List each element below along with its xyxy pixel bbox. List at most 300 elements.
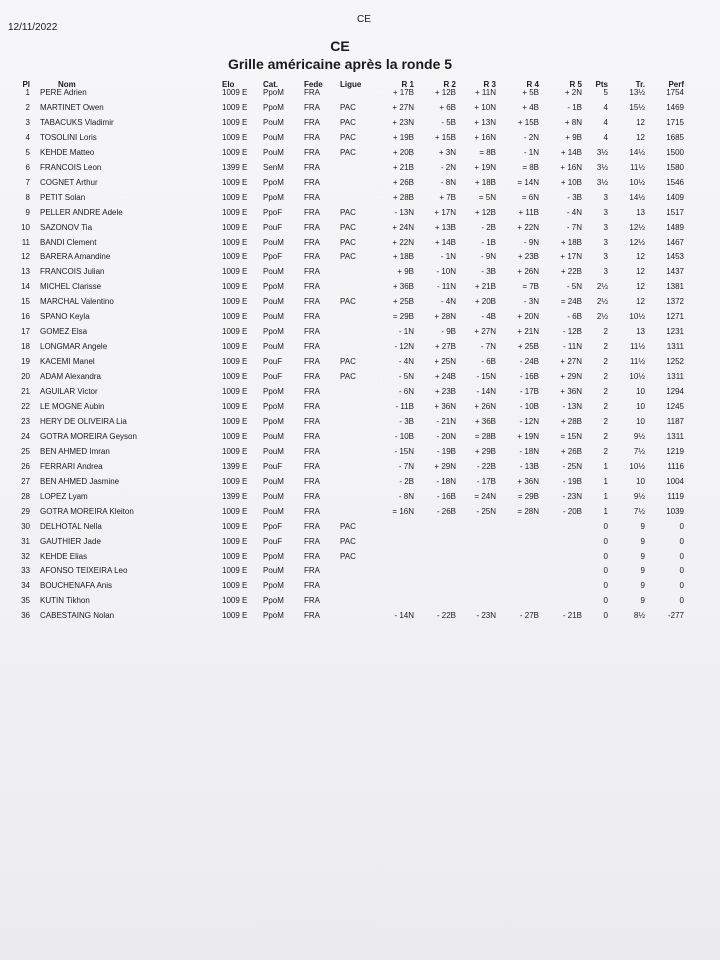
cell-r5: + 18B: [560, 237, 582, 247]
cell-tr: 12½: [629, 237, 645, 247]
cell-r2: - 21N: [436, 416, 456, 426]
cell-r1: - 3B: [399, 416, 414, 426]
table-row: [0, 178, 720, 192]
cell-pl: 34: [21, 581, 30, 591]
cell-r2: - 10N: [436, 267, 456, 277]
cell-r2: - 11N: [437, 282, 456, 292]
cell-r4: - 27B: [519, 611, 539, 621]
cell-tr: 12: [636, 132, 645, 142]
cell-elo: 1009 E: [222, 267, 248, 277]
cell-r2: - 22B: [436, 611, 456, 621]
cell-perf: 1311: [666, 431, 684, 441]
cell-fede: FRA: [304, 431, 320, 441]
cell-nom: SAZONOV Tia: [40, 222, 93, 232]
cell-r2: - 9B: [441, 327, 456, 337]
cell-nom: BANDI Clement: [40, 237, 97, 247]
cell-cat: PouM: [263, 342, 284, 352]
cell-cat: PpoF: [263, 521, 283, 531]
cell-pts: 0: [603, 596, 608, 606]
cell-r3: = 5N: [478, 192, 496, 202]
cell-pl: 12: [21, 252, 30, 262]
cell-r4: - 10B: [519, 401, 539, 411]
cell-r5: + 17N: [560, 252, 582, 262]
cell-tr: 9: [640, 536, 645, 546]
cell-nom: ADAM Alexandra: [40, 372, 101, 382]
cell-r4: - 24B: [519, 357, 539, 367]
cell-r1: - 6N: [398, 387, 414, 396]
cell-r1: - 15N: [394, 446, 414, 456]
cell-pts: 2½: [596, 297, 608, 307]
cell-pts: 0: [603, 551, 608, 561]
cell-pts: 3: [603, 237, 608, 247]
cell-r5: - 5N: [566, 282, 582, 292]
cell-pts: 2: [603, 357, 608, 367]
table-row: [0, 267, 720, 281]
cell-fede: FRA: [304, 132, 320, 142]
cell-cat: PpoM: [263, 103, 284, 112]
cell-tr: 9: [640, 521, 645, 531]
cell-perf: 1004: [666, 476, 684, 486]
cell-r3: + 20B: [474, 297, 496, 307]
cell-cat: PouM: [263, 312, 284, 322]
cell-r2: - 18N: [436, 476, 456, 486]
print-date: 12/11/2022: [8, 22, 58, 33]
cell-pl: 15: [21, 297, 30, 307]
cell-ligue: PAC: [340, 372, 356, 382]
header-org: CE: [357, 14, 371, 25]
cell-pl: 30: [21, 521, 30, 531]
cell-r2: - 8N: [440, 177, 456, 187]
cell-pts: 2: [603, 372, 608, 382]
cell-r2: + 6B: [439, 103, 456, 112]
cell-pts: 3½: [596, 162, 608, 172]
cell-nom: KEHDE Elias: [40, 551, 88, 561]
table-row: [0, 477, 720, 491]
cell-perf: 1469: [666, 103, 684, 112]
cell-nom: PERE Adrien: [40, 88, 87, 97]
cell-r3: - 14N: [476, 387, 496, 396]
cell-ligue: PAC: [340, 237, 356, 247]
cell-nom: MICHEL Clarisse: [40, 282, 102, 292]
cell-pts: 0: [603, 566, 608, 576]
cell-r5: - 11N: [563, 342, 582, 352]
cell-r2: - 2N: [440, 162, 456, 172]
cell-r5: + 29N: [560, 372, 582, 382]
cell-fede: FRA: [304, 506, 320, 516]
col-perf: Perf: [668, 80, 684, 89]
cell-pts: 2½: [596, 312, 608, 322]
cell-cat: PpoM: [263, 327, 284, 337]
cell-pl: 24: [21, 431, 30, 441]
table-row: [0, 238, 720, 252]
cell-perf: 1489: [666, 222, 684, 232]
cell-pts: 2: [603, 387, 608, 396]
cell-r1: - 4N: [398, 357, 414, 367]
cell-r5: - 4N: [566, 207, 582, 217]
table-row: [0, 566, 720, 580]
cell-r1: + 24N: [392, 222, 414, 232]
cell-r4: - 16B: [519, 372, 539, 382]
cell-pl: 27: [21, 476, 30, 486]
cell-nom: FRANCOIS Julian: [40, 267, 105, 277]
cell-tr: 10: [636, 476, 645, 486]
cell-r4: + 22N: [517, 222, 539, 232]
cell-r4: = 7B: [522, 282, 539, 292]
cell-nom: GAUTHIER Jade: [40, 536, 101, 546]
cell-tr: 10½: [629, 177, 645, 187]
cell-elo: 1009 E: [222, 177, 248, 187]
cell-perf: 1116: [667, 461, 684, 471]
cell-fede: FRA: [304, 297, 320, 307]
cell-r3: - 23N: [476, 611, 496, 621]
cell-perf: 0: [679, 536, 684, 546]
cell-elo: 1009 E: [222, 342, 248, 352]
cell-r5: + 14B: [560, 147, 582, 157]
col-fede: Fede: [304, 80, 323, 89]
cell-pl: 9: [25, 207, 30, 217]
cell-nom: BARERA Amandine: [40, 252, 111, 262]
table-row: [0, 193, 720, 207]
cell-pts: 3: [603, 207, 608, 217]
cell-r1: + 21B: [392, 162, 414, 172]
page-subtitle: Grille américaine après la ronde 5: [227, 56, 453, 72]
cell-r5: + 36N: [560, 387, 582, 396]
cell-pts: 4: [603, 103, 608, 112]
cell-nom: MARTINET Owen: [40, 103, 104, 112]
cell-r4: + 20N: [517, 312, 539, 322]
col-cat: Cat.: [263, 80, 279, 89]
cell-r4: - 1N: [523, 147, 539, 157]
cell-r1: + 36B: [392, 282, 414, 292]
cell-r3: - 3B: [481, 267, 496, 277]
cell-r2: - 20N: [436, 431, 456, 441]
cell-pl: 26: [21, 461, 30, 471]
cell-pl: 18: [21, 342, 30, 352]
cell-r5: + 16N: [560, 162, 582, 172]
cell-ligue: PAC: [340, 132, 356, 142]
cell-r4: + 15B: [517, 117, 539, 127]
table-row: [0, 133, 720, 147]
cell-pl: 5: [25, 147, 30, 157]
cell-tr: 11½: [630, 342, 645, 352]
cell-r1: - 1N: [398, 327, 414, 337]
cell-r2: + 24B: [434, 372, 456, 382]
cell-nom: PETIT Solan: [40, 192, 86, 202]
cell-cat: PouM: [263, 147, 284, 157]
cell-elo: 1009 E: [222, 566, 248, 576]
cell-r3: - 7N: [480, 342, 496, 352]
cell-cat: PpoM: [263, 401, 284, 411]
cell-perf: 1754: [666, 88, 684, 97]
cell-fede: FRA: [304, 252, 320, 262]
cell-pl: 29: [21, 506, 30, 516]
cell-elo: 1009 E: [222, 431, 248, 441]
cell-r2: + 13B: [434, 222, 456, 232]
col-r4: R 4: [526, 80, 539, 89]
cell-perf: 1271: [666, 312, 684, 322]
cell-r1: + 22N: [392, 237, 414, 247]
cell-tr: 10: [636, 401, 645, 411]
cell-perf: 1187: [666, 416, 684, 426]
cell-nom: LOPEZ Lyam: [40, 491, 88, 501]
cell-r1: + 18B: [392, 252, 414, 262]
cell-r1: - 2B: [399, 476, 414, 486]
cell-fede: FRA: [304, 566, 320, 576]
cell-tr: 9: [640, 566, 645, 576]
cell-tr: 12: [636, 297, 645, 307]
cell-perf: 1517: [666, 207, 684, 217]
cell-nom: BOUCHENAFA Anis: [40, 581, 113, 591]
cell-nom: GOTRA MOREIRA Kleiton: [40, 506, 134, 516]
table-row: [0, 372, 720, 386]
cell-pts: 3½: [596, 147, 608, 157]
cell-cat: PouM: [263, 237, 284, 247]
col-ligue: Ligue: [340, 80, 362, 89]
cell-r1: + 23N: [392, 117, 414, 127]
cell-pl: 32: [21, 551, 30, 561]
cell-r5: + 27N: [560, 357, 582, 367]
cell-tr: 8½: [633, 611, 645, 621]
cell-r1: + 9B: [397, 267, 414, 277]
cell-pl: 17: [21, 327, 30, 337]
cell-r3: = 24N: [474, 491, 496, 501]
cell-r4: + 4B: [522, 103, 539, 112]
cell-fede: FRA: [304, 237, 320, 247]
cell-r3: - 25N: [476, 506, 496, 516]
cell-cat: PouF: [263, 372, 283, 382]
cell-perf: 0: [679, 521, 684, 531]
cell-cat: PouM: [263, 446, 284, 456]
cell-fede: FRA: [304, 491, 320, 501]
cell-r3: - 22B: [476, 461, 496, 471]
cell-elo: 1009 E: [222, 506, 248, 516]
cell-pl: 14: [21, 282, 30, 292]
table-row: [0, 252, 720, 266]
cell-ligue: PAC: [340, 536, 356, 546]
cell-perf: 1311: [666, 372, 684, 382]
cell-fede: FRA: [304, 461, 320, 471]
cell-r1: = 16N: [392, 506, 414, 516]
cell-r3: - 17B: [476, 476, 496, 486]
cell-nom: AFONSO TEIXEIRA Leo: [40, 566, 128, 576]
cell-r5: - 3B: [567, 192, 582, 202]
cell-cat: PouM: [263, 506, 284, 516]
cell-perf: 1119: [667, 491, 684, 501]
cell-fede: FRA: [304, 551, 320, 561]
cell-perf: 1381: [666, 282, 684, 292]
cell-nom: LONGMAR Angele: [40, 342, 108, 352]
cell-pl: 10: [21, 222, 30, 232]
cell-elo: 1009 E: [222, 536, 248, 546]
cell-fede: FRA: [304, 207, 320, 217]
cell-pts: 3: [603, 252, 608, 262]
cell-r1: + 27N: [392, 103, 414, 112]
cell-r1: - 7N: [398, 461, 414, 471]
cell-r3: - 1B: [481, 237, 496, 247]
cell-pl: 35: [21, 596, 30, 606]
cell-cat: PpoM: [263, 282, 284, 292]
cell-r1: - 14N: [394, 611, 414, 621]
cell-tr: 13: [636, 327, 645, 337]
cell-r5: = 15N: [560, 431, 582, 441]
table-row: [0, 357, 720, 371]
cell-r1: - 11B: [395, 401, 414, 411]
col-r5: R 5: [569, 80, 582, 89]
cell-nom: LE MOGNE Aubin: [40, 401, 105, 411]
cell-r5: - 21B: [562, 611, 582, 621]
cell-fede: FRA: [304, 117, 320, 127]
cell-nom: GOMEZ Elsa: [40, 327, 88, 337]
cell-cat: PpoM: [263, 596, 284, 606]
cell-r2: + 14B: [434, 237, 456, 247]
cell-r3: + 19N: [474, 162, 496, 172]
cell-r4: = 28N: [517, 506, 539, 516]
cell-pts: 3½: [596, 177, 608, 187]
cell-nom: FERRARI Andrea: [40, 461, 103, 471]
cell-ligue: PAC: [340, 357, 356, 367]
cell-perf: 1453: [666, 252, 684, 262]
table-row: [0, 492, 720, 506]
cell-r1: + 19B: [392, 132, 414, 142]
cell-pts: 3: [603, 267, 608, 277]
cell-r5: - 19B: [562, 476, 582, 486]
cell-elo: 1009 E: [222, 611, 248, 621]
cell-ligue: PAC: [340, 222, 356, 232]
cell-elo: 1009 E: [222, 252, 248, 262]
cell-r3: + 16N: [474, 132, 496, 142]
cell-r5: - 25N: [562, 461, 582, 471]
table-row: [0, 163, 720, 177]
cell-ligue: PAC: [340, 117, 356, 127]
table-row: [0, 297, 720, 311]
cell-pl: 11: [21, 237, 30, 247]
cell-r4: + 26N: [517, 267, 539, 277]
cell-pts: 2: [603, 446, 608, 456]
cell-r3: + 26N: [474, 401, 496, 411]
cell-cat: PpoF: [263, 207, 283, 217]
cell-r5: + 8N: [564, 117, 582, 127]
cell-fede: FRA: [304, 162, 320, 172]
table-row: [0, 432, 720, 446]
cell-pl: 28: [21, 491, 30, 501]
cell-r2: + 3N: [438, 147, 456, 157]
cell-r3: + 13N: [474, 117, 496, 127]
cell-pl: 25: [21, 446, 30, 456]
cell-r4: - 13B: [519, 461, 539, 471]
cell-cat: PouM: [263, 491, 284, 501]
cell-tr: 11½: [630, 357, 645, 367]
cell-r5: + 22B: [560, 267, 582, 277]
cell-pl: 4: [25, 132, 30, 142]
cell-r1: - 10B: [394, 431, 414, 441]
cell-r2: + 17N: [434, 207, 456, 217]
cell-pl: 3: [25, 117, 30, 127]
cell-elo: 1009 E: [222, 88, 248, 97]
cell-elo: 1009 E: [222, 521, 248, 531]
cell-nom: AGUILAR Victor: [40, 387, 98, 396]
cell-pts: 1: [603, 461, 608, 471]
cell-perf: 1231: [666, 327, 684, 337]
cell-pts: 4: [603, 117, 608, 127]
cell-pl: 19: [21, 357, 30, 367]
cell-r2: - 4N: [440, 297, 456, 307]
cell-tr: 13½: [629, 88, 645, 97]
cell-pl: 22: [21, 401, 30, 411]
cell-r2: + 29N: [434, 461, 456, 471]
cell-perf: 1219: [666, 446, 684, 456]
cell-nom: BEN AHMED Imran: [40, 446, 110, 456]
cell-pl: 31: [21, 536, 30, 546]
table-row: [0, 282, 720, 296]
cell-tr: 9½: [633, 491, 645, 501]
cell-pts: 1: [603, 491, 608, 501]
table-row: [0, 611, 720, 625]
table-row: [0, 402, 720, 416]
cell-r3: - 9N: [480, 252, 496, 262]
cell-perf: 1409: [666, 192, 684, 202]
cell-fede: FRA: [304, 222, 320, 232]
cell-elo: 1009 E: [222, 372, 248, 382]
cell-r2: + 23B: [434, 387, 456, 396]
cell-pts: 2: [603, 342, 608, 352]
cell-r3: + 11N: [475, 88, 496, 97]
cell-tr: 12½: [629, 222, 645, 232]
table-row: [0, 462, 720, 476]
cell-r3: + 27N: [474, 327, 496, 337]
cell-cat: PouF: [263, 357, 283, 367]
cell-nom: KACEMI Manel: [40, 357, 95, 367]
cell-cat: PouM: [263, 476, 284, 486]
cell-elo: 1009 E: [222, 132, 248, 142]
table-row: [0, 208, 720, 222]
cell-elo: 1009 E: [222, 596, 248, 606]
cell-r5: - 20B: [562, 506, 582, 516]
cell-cat: SenM: [263, 162, 284, 172]
col-tr: Tr.: [635, 80, 645, 89]
cell-fede: FRA: [304, 372, 320, 382]
cell-nom: TABACUKS Vladimir: [40, 117, 114, 127]
cell-elo: 1009 E: [222, 446, 248, 456]
cell-tr: 14½: [629, 147, 645, 157]
cell-r4: - 12N: [519, 416, 539, 426]
cell-fede: FRA: [304, 282, 320, 292]
cell-elo: 1009 E: [222, 551, 248, 561]
cell-fede: FRA: [304, 401, 320, 411]
cell-perf: 0: [679, 596, 684, 606]
cell-fede: FRA: [304, 476, 320, 486]
col-r1: R 1: [401, 80, 414, 89]
cell-r4: + 5B: [522, 88, 539, 97]
cell-r3: - 4B: [481, 312, 496, 322]
cell-nom: PELLER ANDRE Adele: [40, 207, 123, 217]
cell-tr: 12: [636, 117, 645, 127]
cell-elo: 1009 E: [222, 312, 248, 322]
col-r2: R 2: [443, 80, 456, 89]
cell-elo: 1009 E: [222, 416, 248, 426]
cell-r5: + 9B: [565, 132, 582, 142]
cell-r1: - 12N: [394, 342, 414, 352]
cell-nom: GOTRA MOREIRA Geyson: [40, 431, 137, 441]
cell-perf: 0: [679, 551, 684, 561]
cell-perf: 0: [679, 581, 684, 591]
cell-tr: 9½: [633, 431, 645, 441]
cell-tr: 9: [640, 581, 645, 591]
cell-cat: PouM: [263, 566, 284, 576]
cell-r5: - 7N: [566, 222, 582, 232]
cell-r3: = 8B: [479, 147, 496, 157]
cell-tr: 12: [636, 252, 645, 262]
cell-r2: - 1N: [440, 252, 456, 262]
